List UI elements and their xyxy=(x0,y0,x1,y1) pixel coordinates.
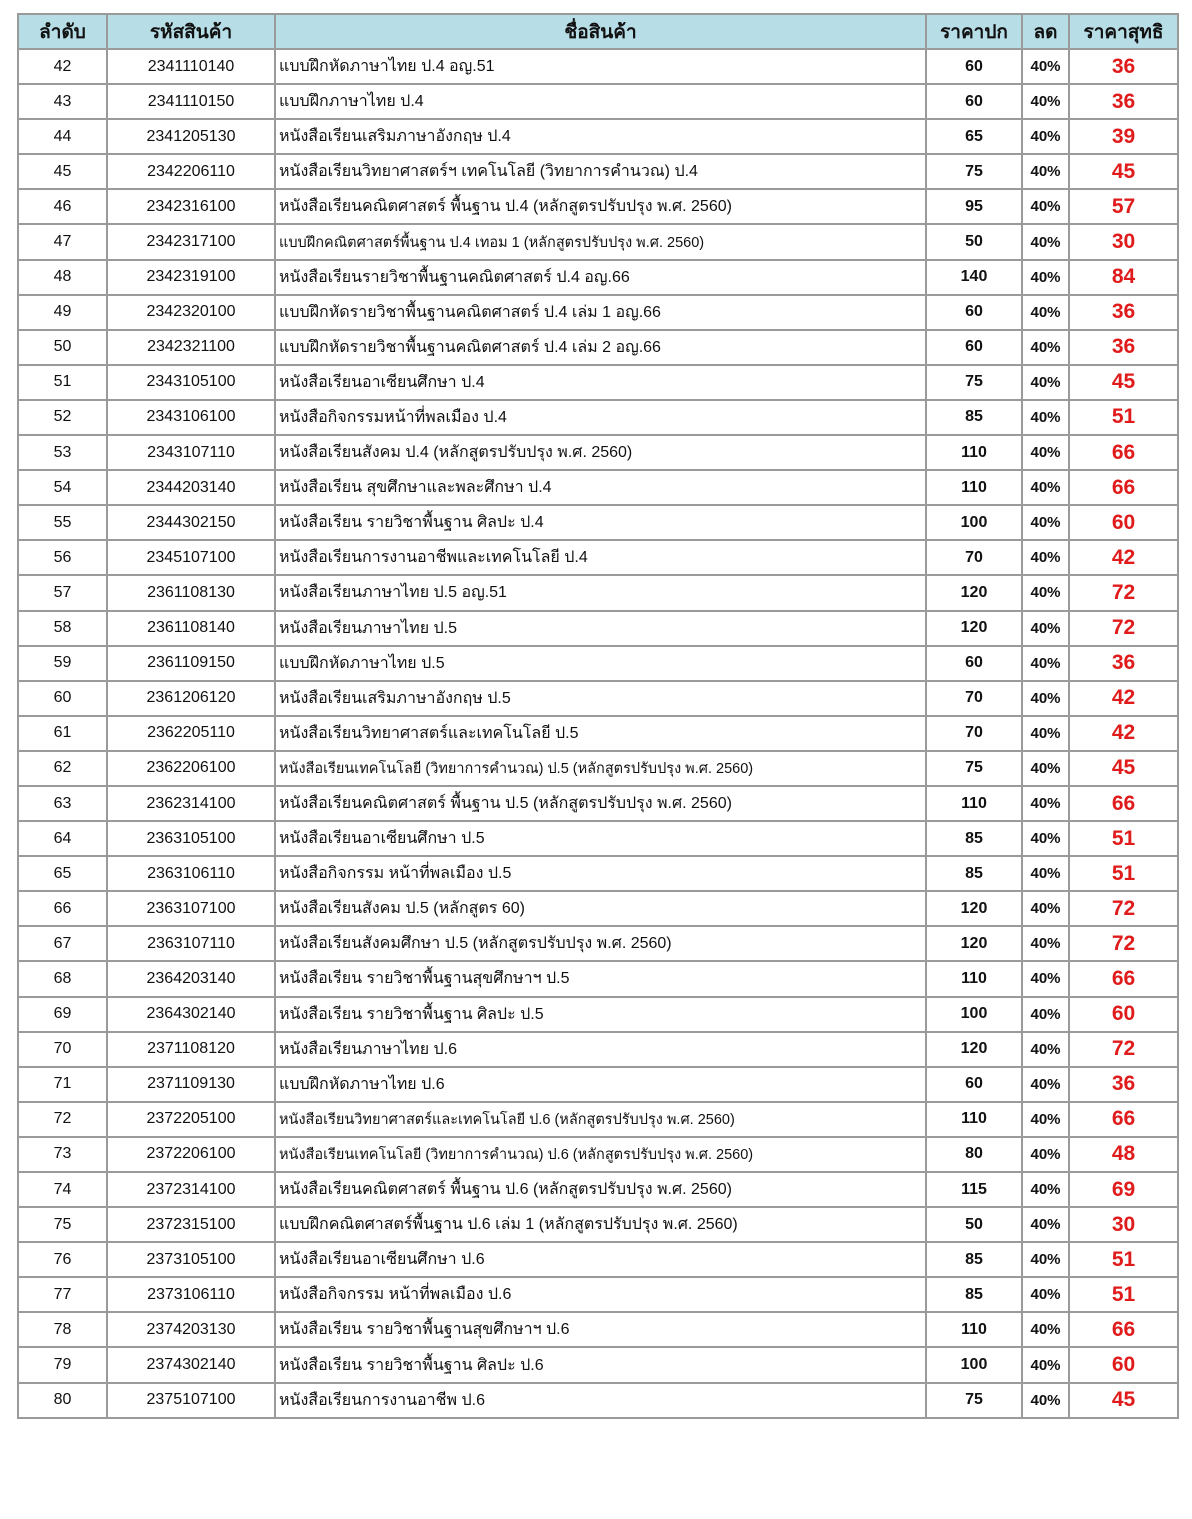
net-price: 42 xyxy=(1069,540,1178,575)
row-number: 72 xyxy=(18,1102,107,1137)
discount: 40% xyxy=(1022,470,1069,505)
product-name: แบบฝึกหัดภาษาไทย ป.5 xyxy=(275,646,926,681)
table-row xyxy=(18,470,1178,505)
table-row xyxy=(18,365,1178,400)
product-name: หนังสือเรียนสังคมศึกษา ป.5 (หลักสูตรปรับปรุง พ.ศ. 2560) xyxy=(275,926,926,961)
product-code: 2362314100 xyxy=(107,786,275,821)
table-row xyxy=(18,1242,1178,1277)
table-row xyxy=(18,646,1178,681)
table-row xyxy=(18,961,1178,996)
row-number: 55 xyxy=(18,505,107,540)
product-code: 2342319100 xyxy=(107,260,275,295)
net-price: 60 xyxy=(1069,505,1178,540)
product-name: แบบฝึกหัดรายวิชาพื้นฐานคณิตศาสตร์ ป.4 เล่ม 2 อญ.66 xyxy=(275,330,926,365)
list-price: 95 xyxy=(926,189,1022,224)
row-number: 59 xyxy=(18,646,107,681)
list-price: 120 xyxy=(926,926,1022,961)
header-net-price: ราคาสุทธิ xyxy=(1069,14,1178,49)
header-name: ชื่อสินค้า xyxy=(275,14,926,49)
product-name: หนังสือเรียนอาเซียนศึกษา ป.6 xyxy=(275,1242,926,1277)
list-price: 120 xyxy=(926,1032,1022,1067)
discount: 40% xyxy=(1022,751,1069,786)
discount: 40% xyxy=(1022,260,1069,295)
net-price: 57 xyxy=(1069,189,1178,224)
product-name: หนังสือเรียนเทคโนโลยี (วิทยาการคำนวณ) ป.6 (หลักสูตรปรับปรุง พ.ศ. 2560) xyxy=(275,1137,926,1172)
row-number: 51 xyxy=(18,365,107,400)
table-row xyxy=(18,716,1178,751)
net-price: 51 xyxy=(1069,821,1178,856)
list-price: 120 xyxy=(926,611,1022,646)
product-code: 2342321100 xyxy=(107,330,275,365)
product-name: หนังสือเรียนเทคโนโลยี (วิทยาการคำนวณ) ป.5 (หลักสูตรปรับปรุง พ.ศ. 2560) xyxy=(275,751,926,786)
discount: 40% xyxy=(1022,1207,1069,1242)
row-number: 44 xyxy=(18,119,107,154)
net-price: 72 xyxy=(1069,611,1178,646)
product-code: 2363107100 xyxy=(107,891,275,926)
row-number: 70 xyxy=(18,1032,107,1067)
product-code: 2372205100 xyxy=(107,1102,275,1137)
product-code: 2373106110 xyxy=(107,1277,275,1312)
table-row xyxy=(18,1137,1178,1172)
product-code: 2342317100 xyxy=(107,224,275,259)
row-number: 50 xyxy=(18,330,107,365)
product-name: หนังสือเรียน รายวิชาพื้นฐาน ศิลปะ ป.6 xyxy=(275,1347,926,1382)
table-header xyxy=(18,14,1178,49)
row-number: 56 xyxy=(18,540,107,575)
table-body xyxy=(18,49,1178,1418)
row-number: 77 xyxy=(18,1277,107,1312)
product-name: หนังสือกิจกรรม หน้าที่พลเมือง ป.6 xyxy=(275,1277,926,1312)
table-row xyxy=(18,505,1178,540)
table-row xyxy=(18,856,1178,891)
product-code: 2361108140 xyxy=(107,611,275,646)
table-row xyxy=(18,189,1178,224)
list-price: 85 xyxy=(926,400,1022,435)
table-row xyxy=(18,786,1178,821)
row-number: 63 xyxy=(18,786,107,821)
net-price: 48 xyxy=(1069,1137,1178,1172)
net-price: 36 xyxy=(1069,84,1178,119)
list-price: 50 xyxy=(926,224,1022,259)
list-price: 60 xyxy=(926,84,1022,119)
discount: 40% xyxy=(1022,681,1069,716)
row-number: 62 xyxy=(18,751,107,786)
row-number: 48 xyxy=(18,260,107,295)
net-price: 51 xyxy=(1069,400,1178,435)
row-number: 71 xyxy=(18,1067,107,1102)
product-code: 2371109130 xyxy=(107,1067,275,1102)
product-name: หนังสือเรียนเสริมภาษาอังกฤษ ป.5 xyxy=(275,681,926,716)
product-code: 2364302140 xyxy=(107,997,275,1032)
list-price: 60 xyxy=(926,330,1022,365)
table-row xyxy=(18,435,1178,470)
table-row xyxy=(18,49,1178,84)
net-price: 51 xyxy=(1069,856,1178,891)
list-price: 60 xyxy=(926,49,1022,84)
discount: 40% xyxy=(1022,926,1069,961)
row-number: 61 xyxy=(18,716,107,751)
product-name: หนังสือเรียนอาเซียนศึกษา ป.4 xyxy=(275,365,926,400)
table-row xyxy=(18,575,1178,610)
product-code: 2372315100 xyxy=(107,1207,275,1242)
net-price: 45 xyxy=(1069,1383,1178,1418)
discount: 40% xyxy=(1022,1032,1069,1067)
header-no: ลำดับ xyxy=(18,14,107,49)
product-code: 2372314100 xyxy=(107,1172,275,1207)
list-price: 60 xyxy=(926,1067,1022,1102)
header-row xyxy=(18,14,1178,49)
table-row xyxy=(18,891,1178,926)
net-price: 72 xyxy=(1069,891,1178,926)
header-list-price: ราคาปก xyxy=(926,14,1022,49)
table-row xyxy=(18,1383,1178,1418)
product-code: 2374203130 xyxy=(107,1312,275,1347)
net-price: 66 xyxy=(1069,961,1178,996)
discount: 40% xyxy=(1022,49,1069,84)
table-row xyxy=(18,1172,1178,1207)
product-name: หนังสือเรียนภาษาไทย ป.5 อญ.51 xyxy=(275,575,926,610)
list-price: 75 xyxy=(926,154,1022,189)
product-code: 2341205130 xyxy=(107,119,275,154)
product-code: 2374302140 xyxy=(107,1347,275,1382)
discount: 40% xyxy=(1022,224,1069,259)
row-number: 67 xyxy=(18,926,107,961)
table-row xyxy=(18,1102,1178,1137)
discount: 40% xyxy=(1022,1172,1069,1207)
product-name: หนังสือเรียน รายวิชาพื้นฐานสุขศึกษาฯ ป.5 xyxy=(275,961,926,996)
product-code: 2363106110 xyxy=(107,856,275,891)
product-name: หนังสือเรียนสังคม ป.4 (หลักสูตรปรับปรุง พ.ศ. 2560) xyxy=(275,435,926,470)
product-code: 2363105100 xyxy=(107,821,275,856)
product-code: 2344203140 xyxy=(107,470,275,505)
net-price: 36 xyxy=(1069,295,1178,330)
row-number: 74 xyxy=(18,1172,107,1207)
product-name: แบบฝึกคณิตศาสตร์พื้นฐาน ป.6 เล่ม 1 (หลักสูตรปรับปรุง พ.ศ. 2560) xyxy=(275,1207,926,1242)
list-price: 100 xyxy=(926,505,1022,540)
row-number: 78 xyxy=(18,1312,107,1347)
row-number: 43 xyxy=(18,84,107,119)
list-price: 85 xyxy=(926,821,1022,856)
list-price: 110 xyxy=(926,435,1022,470)
product-code: 2341110150 xyxy=(107,84,275,119)
table-row xyxy=(18,611,1178,646)
list-price: 100 xyxy=(926,997,1022,1032)
product-name: หนังสือกิจกรรม หน้าที่พลเมือง ป.5 xyxy=(275,856,926,891)
list-price: 85 xyxy=(926,856,1022,891)
table-row xyxy=(18,1067,1178,1102)
row-number: 53 xyxy=(18,435,107,470)
list-price: 75 xyxy=(926,751,1022,786)
list-price: 110 xyxy=(926,1102,1022,1137)
row-number: 45 xyxy=(18,154,107,189)
list-price: 110 xyxy=(926,961,1022,996)
table-row xyxy=(18,154,1178,189)
discount: 40% xyxy=(1022,295,1069,330)
product-name: แบบฝึกหัดรายวิชาพื้นฐานคณิตศาสตร์ ป.4 เล่ม 1 อญ.66 xyxy=(275,295,926,330)
discount: 40% xyxy=(1022,435,1069,470)
discount: 40% xyxy=(1022,1067,1069,1102)
list-price: 120 xyxy=(926,575,1022,610)
product-code: 2342316100 xyxy=(107,189,275,224)
net-price: 66 xyxy=(1069,435,1178,470)
product-code: 2345107100 xyxy=(107,540,275,575)
product-code: 2343107110 xyxy=(107,435,275,470)
product-name: แบบฝึกคณิตศาสตร์พื้นฐาน ป.4 เทอม 1 (หลักสูตรปรับปรุง พ.ศ. 2560) xyxy=(275,224,926,259)
table-row xyxy=(18,1032,1178,1067)
product-name: หนังสือเรียนภาษาไทย ป.6 xyxy=(275,1032,926,1067)
row-number: 46 xyxy=(18,189,107,224)
list-price: 70 xyxy=(926,716,1022,751)
product-name: หนังสือเรียน รายวิชาพื้นฐานสุขศึกษาฯ ป.6 xyxy=(275,1312,926,1347)
product-code: 2341110140 xyxy=(107,49,275,84)
net-price: 42 xyxy=(1069,681,1178,716)
product-code: 2342320100 xyxy=(107,295,275,330)
list-price: 70 xyxy=(926,681,1022,716)
discount: 40% xyxy=(1022,786,1069,821)
list-price: 110 xyxy=(926,470,1022,505)
row-number: 42 xyxy=(18,49,107,84)
net-price: 39 xyxy=(1069,119,1178,154)
table-row xyxy=(18,751,1178,786)
discount: 40% xyxy=(1022,365,1069,400)
product-code: 2362205110 xyxy=(107,716,275,751)
discount: 40% xyxy=(1022,1137,1069,1172)
table-row xyxy=(18,926,1178,961)
row-number: 76 xyxy=(18,1242,107,1277)
row-number: 47 xyxy=(18,224,107,259)
table-row xyxy=(18,84,1178,119)
net-price: 72 xyxy=(1069,926,1178,961)
table-row xyxy=(18,540,1178,575)
discount: 40% xyxy=(1022,1277,1069,1312)
row-number: 52 xyxy=(18,400,107,435)
product-code: 2361109150 xyxy=(107,646,275,681)
product-name: แบบฝึกภาษาไทย ป.4 xyxy=(275,84,926,119)
discount: 40% xyxy=(1022,540,1069,575)
net-price: 72 xyxy=(1069,575,1178,610)
header-discount: ลด xyxy=(1022,14,1069,49)
product-code: 2343106100 xyxy=(107,400,275,435)
net-price: 60 xyxy=(1069,997,1178,1032)
list-price: 110 xyxy=(926,1312,1022,1347)
product-code: 2344302150 xyxy=(107,505,275,540)
product-name: หนังสือเรียนการงานอาชีพ ป.6 xyxy=(275,1383,926,1418)
row-number: 60 xyxy=(18,681,107,716)
discount: 40% xyxy=(1022,119,1069,154)
product-name: หนังสือเรียนวิทยาศาสตร์ฯ เทคโนโลยี (วิทยาการคำนวณ) ป.4 xyxy=(275,154,926,189)
net-price: 42 xyxy=(1069,716,1178,751)
product-name: หนังสือเรียนอาเซียนศึกษา ป.5 xyxy=(275,821,926,856)
net-price: 45 xyxy=(1069,365,1178,400)
discount: 40% xyxy=(1022,154,1069,189)
row-number: 69 xyxy=(18,997,107,1032)
list-price: 115 xyxy=(926,1172,1022,1207)
product-name: หนังสือเรียนภาษาไทย ป.5 xyxy=(275,611,926,646)
list-price: 70 xyxy=(926,540,1022,575)
net-price: 36 xyxy=(1069,646,1178,681)
table-row xyxy=(18,295,1178,330)
net-price: 30 xyxy=(1069,224,1178,259)
product-code: 2361206120 xyxy=(107,681,275,716)
list-price: 100 xyxy=(926,1347,1022,1382)
discount: 40% xyxy=(1022,189,1069,224)
net-price: 36 xyxy=(1069,1067,1178,1102)
product-code: 2361108130 xyxy=(107,575,275,610)
row-number: 65 xyxy=(18,856,107,891)
product-name: หนังสือเรียนการงานอาชีพและเทคโนโลยี ป.4 xyxy=(275,540,926,575)
net-price: 45 xyxy=(1069,154,1178,189)
discount: 40% xyxy=(1022,1312,1069,1347)
net-price: 30 xyxy=(1069,1207,1178,1242)
discount: 40% xyxy=(1022,505,1069,540)
list-price: 65 xyxy=(926,119,1022,154)
table-row xyxy=(18,821,1178,856)
list-price: 110 xyxy=(926,786,1022,821)
product-name: หนังสือเรียน รายวิชาพื้นฐาน ศิลปะ ป.5 xyxy=(275,997,926,1032)
product-name: หนังสือเรียน รายวิชาพื้นฐาน ศิลปะ ป.4 xyxy=(275,505,926,540)
net-price: 51 xyxy=(1069,1277,1178,1312)
net-price: 69 xyxy=(1069,1172,1178,1207)
table-row xyxy=(18,330,1178,365)
discount: 40% xyxy=(1022,716,1069,751)
product-name: หนังสือเรียนคณิตศาสตร์ พื้นฐาน ป.6 (หลักสูตรปรับปรุง พ.ศ. 2560) xyxy=(275,1172,926,1207)
list-price: 75 xyxy=(926,365,1022,400)
product-name: หนังสือเรียนคณิตศาสตร์ พื้นฐาน ป.5 (หลักสูตรปรับปรุง พ.ศ. 2560) xyxy=(275,786,926,821)
discount: 40% xyxy=(1022,400,1069,435)
table-row xyxy=(18,1312,1178,1347)
discount: 40% xyxy=(1022,575,1069,610)
list-price: 60 xyxy=(926,295,1022,330)
discount: 40% xyxy=(1022,961,1069,996)
list-price: 140 xyxy=(926,260,1022,295)
product-code: 2375107100 xyxy=(107,1383,275,1418)
discount: 40% xyxy=(1022,1383,1069,1418)
product-name: แบบฝึกหัดภาษาไทย ป.4 อญ.51 xyxy=(275,49,926,84)
product-name: แบบฝึกหัดภาษาไทย ป.6 xyxy=(275,1067,926,1102)
net-price: 60 xyxy=(1069,1347,1178,1382)
list-price: 85 xyxy=(926,1242,1022,1277)
row-number: 80 xyxy=(18,1383,107,1418)
net-price: 84 xyxy=(1069,260,1178,295)
table-row xyxy=(18,260,1178,295)
row-number: 57 xyxy=(18,575,107,610)
net-price: 66 xyxy=(1069,1312,1178,1347)
product-code: 2373105100 xyxy=(107,1242,275,1277)
table-row xyxy=(18,1207,1178,1242)
product-code: 2364203140 xyxy=(107,961,275,996)
product-code: 2362206100 xyxy=(107,751,275,786)
net-price: 51 xyxy=(1069,1242,1178,1277)
row-number: 79 xyxy=(18,1347,107,1382)
product-name: หนังสือกิจกรรมหน้าที่พลเมือง ป.4 xyxy=(275,400,926,435)
discount: 40% xyxy=(1022,84,1069,119)
list-price: 85 xyxy=(926,1277,1022,1312)
net-price: 45 xyxy=(1069,751,1178,786)
product-name: หนังสือเรียนคณิตศาสตร์ พื้นฐาน ป.4 (หลักสูตรปรับปรุง พ.ศ. 2560) xyxy=(275,189,926,224)
product-name: หนังสือเรียน สุขศึกษาและพละศึกษา ป.4 xyxy=(275,470,926,505)
product-name: หนังสือเรียนวิทยาศาสตร์และเทคโนโลยี ป.5 xyxy=(275,716,926,751)
discount: 40% xyxy=(1022,330,1069,365)
table-row xyxy=(18,400,1178,435)
row-number: 58 xyxy=(18,611,107,646)
row-number: 68 xyxy=(18,961,107,996)
product-name: หนังสือเรียนรายวิชาพื้นฐานคณิตศาสตร์ ป.4 อญ.66 xyxy=(275,260,926,295)
list-price: 80 xyxy=(926,1137,1022,1172)
discount: 40% xyxy=(1022,1102,1069,1137)
row-number: 66 xyxy=(18,891,107,926)
discount: 40% xyxy=(1022,821,1069,856)
product-code: 2372206100 xyxy=(107,1137,275,1172)
row-number: 75 xyxy=(18,1207,107,1242)
net-price: 36 xyxy=(1069,330,1178,365)
discount: 40% xyxy=(1022,646,1069,681)
net-price: 36 xyxy=(1069,49,1178,84)
table-row xyxy=(18,997,1178,1032)
table-row xyxy=(18,1277,1178,1312)
list-price: 120 xyxy=(926,891,1022,926)
discount: 40% xyxy=(1022,1242,1069,1277)
list-price: 50 xyxy=(926,1207,1022,1242)
product-code: 2342206110 xyxy=(107,154,275,189)
discount: 40% xyxy=(1022,611,1069,646)
net-price: 66 xyxy=(1069,1102,1178,1137)
product-name: หนังสือเรียนสังคม ป.5 (หลักสูตร 60) xyxy=(275,891,926,926)
list-price: 60 xyxy=(926,646,1022,681)
discount: 40% xyxy=(1022,891,1069,926)
header-code: รหัสสินค้า xyxy=(107,14,275,49)
discount: 40% xyxy=(1022,1347,1069,1382)
net-price: 66 xyxy=(1069,786,1178,821)
product-name: หนังสือเรียนวิทยาศาสตร์และเทคโนโลยี ป.6 (หลักสูตรปรับปรุง พ.ศ. 2560) xyxy=(275,1102,926,1137)
discount: 40% xyxy=(1022,856,1069,891)
row-number: 49 xyxy=(18,295,107,330)
price-list-table xyxy=(17,13,1179,1419)
row-number: 54 xyxy=(18,470,107,505)
net-price: 66 xyxy=(1069,470,1178,505)
row-number: 64 xyxy=(18,821,107,856)
discount: 40% xyxy=(1022,997,1069,1032)
table-row xyxy=(18,1347,1178,1382)
row-number: 73 xyxy=(18,1137,107,1172)
table-row xyxy=(18,681,1178,716)
list-price: 75 xyxy=(926,1383,1022,1418)
table-row xyxy=(18,119,1178,154)
table-row xyxy=(18,224,1178,259)
product-code: 2343105100 xyxy=(107,365,275,400)
product-name: หนังสือเรียนเสริมภาษาอังกฤษ ป.4 xyxy=(275,119,926,154)
product-code: 2371108120 xyxy=(107,1032,275,1067)
net-price: 72 xyxy=(1069,1032,1178,1067)
product-code: 2363107110 xyxy=(107,926,275,961)
